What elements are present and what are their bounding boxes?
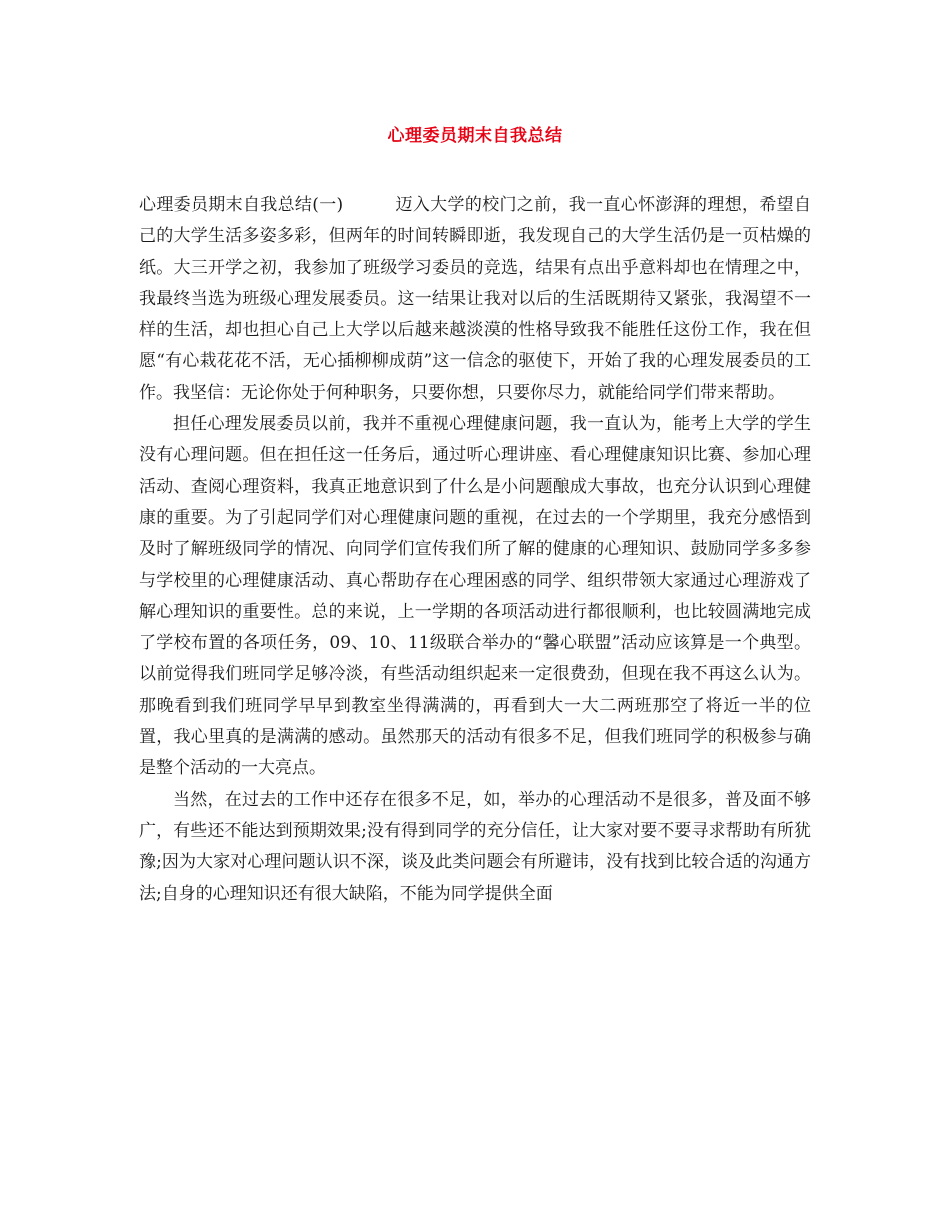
paragraph-1-text: 迈入大学的校门之前，我一直心怀澎湃的理想，希望自己的大学生活多姿多彩，但两年的时间转瞬即逝，我发现自己的大学生活仍是一页枯燥的纸。大三开学之初，我参加了班级学习委员的竞选，结果有点出乎意料却也在情理之中，我最终当选为班级心理发展委员。这一结果让我对以后的生活既期待又紧张，我渴望不一样的生活，却也担心自己上大学以后越来越淡漠的性格导致我不能胜任这份工作，我在但愿“有心栽花花不活，无心插柳柳成荫”这一信念的驱使下，开始了我的心理发展委员的工作。我坚信：无论你处于何种职务，只要你想，只要你尽力，就能给同学们带来帮助。 [139, 195, 812, 403]
paragraph-2: 担任心理发展委员以前，我并不重视心理健康问题，我一直认为，能考上大学的学生没有心理问题。但在担任这一任务后，通过听心理讲座、看心理健康知识比赛、参加心理活动、查阅心理资料，我真正地意识到了什么是小问题酿成大事故，也充分认识到心理健康的重要。为了引起同学们对心理健康问题的重视，在过去的一个学期里，我充分感悟到及时了解班级同学的情况、向同学们宣传我们所了解的健康的心理知识、鼓励同学多多参与学校里的心理健康活动、真心帮助存在心理困惑的同学、组织带领大家通过心理游戏了解心理知识的重要性。总的来说，上一学期的各项活动进行都很顺利，也比较圆满地完成了学校布置的各项任务，09、10、11级联合举办的“馨心联盟”活动应该算是一个典型。以前觉得我们班同学足够冷淡，有些活动组织起来一定很费劲，但现在我不再这么认为。那晚看到我们班同学早早到教室坐得满满的，再看到大一大二两班那空了将近一半的位置，我心里真的是满满的感动。虽然那天的活动有很多不足，但我们班同学的积极参与确是整个活动的一大亮点。 [139, 414, 811, 779]
document-title: 心理委员期末自我总结 [387, 126, 563, 146]
paragraph-1 [139, 190, 811, 409]
document-body [139, 190, 811, 910]
paragraph-3: 当然，在过去的工作中还存在很多不足，如，举办的心理活动不是很多，普及面不够广，有些还不能达到预期效果;没有得到同学的充分信任，让大家对要不要寻求帮助有所犹豫;因为大家对心理问题认识不深，谈及此类问题会有所避讳，没有找到比较合适的沟通方法;自身的心理知识还有很大缺陷，不能为同学提供全面 [139, 789, 811, 904]
paragraph-1-lead: 心理委员期末自我总结(一) [139, 195, 344, 215]
